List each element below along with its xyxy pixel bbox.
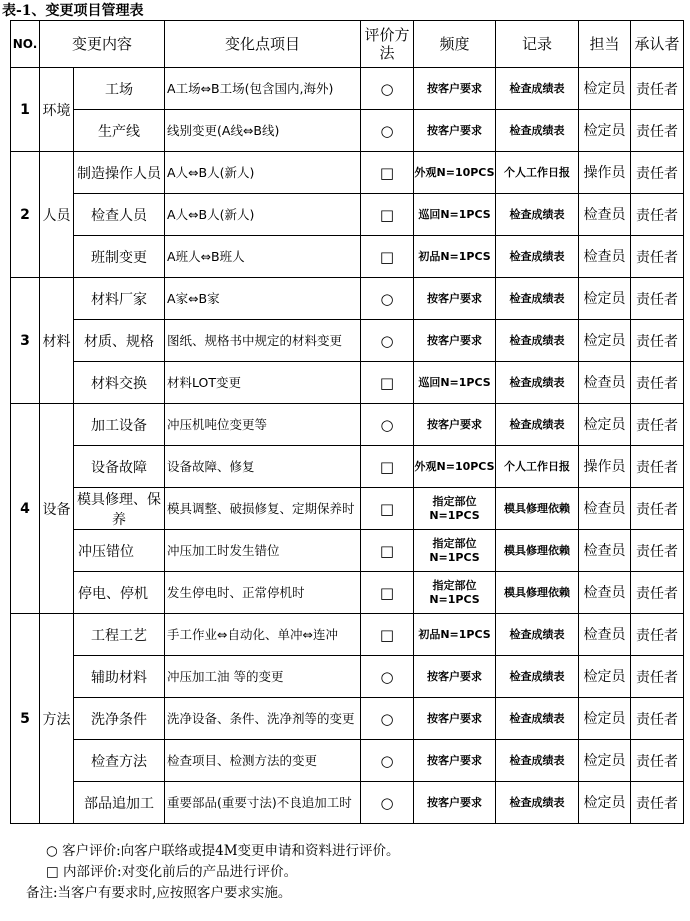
approver: 责任者: [631, 614, 684, 656]
frequency: 按客户要求: [414, 110, 496, 152]
approver: 责任者: [631, 278, 684, 320]
table-caption: 表-1、变更项目管理表: [2, 3, 144, 19]
change-point: 手工作业⇔自动化、单冲⇔连冲: [165, 614, 361, 656]
change-point: 重要部品(重要寸法)不良追加工时: [165, 782, 361, 824]
owner: 检定员: [579, 68, 631, 110]
frequency: 外观N=10PCS: [414, 446, 496, 488]
record: 检查成绩表: [496, 656, 579, 698]
eval-symbol: ○: [361, 68, 414, 110]
record: 个人工作日报: [496, 446, 579, 488]
eval-symbol: ○: [361, 698, 414, 740]
note-remark: 备注:当客户有要求时,应按照客户要求实施。: [26, 885, 292, 901]
record: 检查成绩表: [496, 782, 579, 824]
table-row: [11, 530, 684, 572]
table-row: [11, 362, 684, 404]
header-frequency: 频度: [414, 21, 496, 68]
eval-symbol: □: [361, 362, 414, 404]
eval-symbol: □: [361, 488, 414, 530]
table-row: [11, 488, 684, 530]
change-item: 设备故障: [74, 446, 165, 488]
note-internal-eval: □ 内部评价:对变化前后的产品进行评价。: [46, 864, 298, 880]
record: 检查成绩表: [496, 614, 579, 656]
table-row: [11, 320, 684, 362]
table-row: [11, 656, 684, 698]
approver: 责任者: [631, 572, 684, 614]
frequency: 巡回N=1PCS: [414, 194, 496, 236]
frequency: 按客户要求: [414, 740, 496, 782]
eval-symbol: ○: [361, 404, 414, 446]
owner: 检查员: [579, 614, 631, 656]
change-item: 材料交换: [74, 362, 165, 404]
approver: 责任者: [631, 404, 684, 446]
change-point: 洗净设备、条件、洗净剂等的变更: [165, 698, 361, 740]
approver: 责任者: [631, 152, 684, 194]
record: 检查成绩表: [496, 740, 579, 782]
change-item: 检查方法: [74, 740, 165, 782]
group-number: 3: [11, 278, 40, 404]
owner: 检查员: [579, 236, 631, 278]
approver: 责任者: [631, 698, 684, 740]
header-change-point: 变化点项目: [165, 21, 361, 68]
frequency: 按客户要求: [414, 320, 496, 362]
change-point: 发生停电时、正常停机时: [165, 572, 361, 614]
group-number: 2: [11, 152, 40, 278]
table-row: [11, 110, 684, 152]
frequency: 按客户要求: [414, 782, 496, 824]
record: 模具修理依赖: [496, 572, 579, 614]
table-row: [11, 236, 684, 278]
eval-symbol: □: [361, 194, 414, 236]
record: 检查成绩表: [496, 236, 579, 278]
eval-symbol: □: [361, 446, 414, 488]
change-point: 图纸、规格书中规定的材料变更: [165, 320, 361, 362]
approver: 责任者: [631, 362, 684, 404]
approver: 责任者: [631, 110, 684, 152]
change-point: A人⇔B人(新人): [165, 152, 361, 194]
change-point: 模具调整、破损修复、定期保养时: [165, 488, 361, 530]
frequency: 按客户要求: [414, 656, 496, 698]
record: 检查成绩表: [496, 698, 579, 740]
owner: 检定员: [579, 740, 631, 782]
change-item: 加工设备: [74, 404, 165, 446]
owner: 检查员: [579, 488, 631, 530]
table-row: [11, 68, 684, 110]
frequency: 初品N=1PCS: [414, 614, 496, 656]
owner: 检查员: [579, 194, 631, 236]
header-change-content: 变更内容: [40, 21, 165, 68]
frequency: 按客户要求: [414, 698, 496, 740]
record: 检查成绩表: [496, 278, 579, 320]
change-point: 设备故障、修复: [165, 446, 361, 488]
eval-symbol: □: [361, 572, 414, 614]
change-item: 生产线: [74, 110, 165, 152]
change-management-table: [10, 20, 684, 824]
approver: 责任者: [631, 488, 684, 530]
change-item: 材料厂家: [74, 278, 165, 320]
approver: 责任者: [631, 446, 684, 488]
owner: 检定员: [579, 278, 631, 320]
change-item: 洗净条件: [74, 698, 165, 740]
record: 检查成绩表: [496, 362, 579, 404]
change-item: 冲压错位: [74, 530, 165, 572]
eval-symbol: ○: [361, 278, 414, 320]
record: 检查成绩表: [496, 404, 579, 446]
frequency: 按客户要求: [414, 404, 496, 446]
table-row: [11, 446, 684, 488]
change-point: 线别变更(A线⇔B线): [165, 110, 361, 152]
change-item: 部品追加工: [74, 782, 165, 824]
approver: 责任者: [631, 656, 684, 698]
record: 模具修理依赖: [496, 488, 579, 530]
table-row: [11, 698, 684, 740]
change-item: 检查人员: [74, 194, 165, 236]
table-row: [11, 782, 684, 824]
owner: 检查员: [579, 362, 631, 404]
header-owner: 担当: [579, 21, 631, 68]
header-eval-method: 评价方法: [361, 21, 414, 68]
header-no: NO.: [11, 21, 40, 68]
eval-symbol: ○: [361, 656, 414, 698]
eval-symbol: ○: [361, 740, 414, 782]
owner: 检定员: [579, 320, 631, 362]
frequency: 外观N=10PCS: [414, 152, 496, 194]
owner: 检定员: [579, 110, 631, 152]
approver: 责任者: [631, 236, 684, 278]
table-row: [11, 278, 684, 320]
frequency: 指定部位N=1PCS: [414, 572, 496, 614]
change-point: 材料LOT变更: [165, 362, 361, 404]
table-row: [11, 614, 684, 656]
owner: 检定员: [579, 656, 631, 698]
owner: 操作员: [579, 152, 631, 194]
group-category: 设备: [40, 404, 74, 614]
group-number: 1: [11, 68, 40, 152]
owner: 检定员: [579, 698, 631, 740]
group-category: 环境: [40, 68, 74, 152]
eval-symbol: □: [361, 152, 414, 194]
record: 检查成绩表: [496, 110, 579, 152]
frequency: 指定部位N=1PCS: [414, 530, 496, 572]
frequency: 按客户要求: [414, 278, 496, 320]
change-point: 检查项目、检测方法的变更: [165, 740, 361, 782]
approver: 责任者: [631, 68, 684, 110]
eval-symbol: ○: [361, 320, 414, 362]
record: 检查成绩表: [496, 320, 579, 362]
frequency: 巡回N=1PCS: [414, 362, 496, 404]
approver: 责任者: [631, 194, 684, 236]
frequency: 指定部位N=1PCS: [414, 488, 496, 530]
change-item: 班制变更: [74, 236, 165, 278]
record: 检查成绩表: [496, 194, 579, 236]
change-item: 停电、停机: [74, 572, 165, 614]
change-item: 辅助材料: [74, 656, 165, 698]
table-row: [11, 152, 684, 194]
frequency: 按客户要求: [414, 68, 496, 110]
header-record: 记录: [496, 21, 579, 68]
eval-symbol: ○: [361, 782, 414, 824]
approver: 责任者: [631, 740, 684, 782]
change-point: 冲压加工油 等的变更: [165, 656, 361, 698]
owner: 操作员: [579, 446, 631, 488]
approver: 责任者: [631, 530, 684, 572]
group-category: 方法: [40, 614, 74, 824]
change-item: 工程工艺: [74, 614, 165, 656]
change-point: A人⇔B人(新人): [165, 194, 361, 236]
change-point: A家⇔B家: [165, 278, 361, 320]
owner: 检查员: [579, 572, 631, 614]
change-point: 冲压加工时发生错位: [165, 530, 361, 572]
group-number: 5: [11, 614, 40, 824]
record: 检查成绩表: [496, 68, 579, 110]
owner: 检查员: [579, 530, 631, 572]
eval-symbol: ○: [361, 110, 414, 152]
record: 模具修理依赖: [496, 530, 579, 572]
owner: 检定员: [579, 404, 631, 446]
group-category: 材料: [40, 278, 74, 404]
change-point: 冲压机吨位变更等: [165, 404, 361, 446]
note-customer-eval: ○ 客户评价:向客户联络或提4M变更申请和资料进行评价。: [46, 843, 400, 859]
change-point: A工场⇔B工场(包含国内,海外): [165, 68, 361, 110]
legend-notes: [26, 841, 400, 904]
eval-symbol: □: [361, 530, 414, 572]
group-number: 4: [11, 404, 40, 614]
change-item: 模具修理、保养: [74, 488, 165, 530]
table-row: [11, 404, 684, 446]
change-item: 工场: [74, 68, 165, 110]
table-row: [11, 572, 684, 614]
owner: 检定员: [579, 782, 631, 824]
table-row: [11, 740, 684, 782]
group-category: 人员: [40, 152, 74, 278]
eval-symbol: □: [361, 236, 414, 278]
header-approver: 承认者: [631, 21, 684, 68]
eval-symbol: □: [361, 614, 414, 656]
change-point: A班人⇔B班人: [165, 236, 361, 278]
change-item: 制造操作人员: [74, 152, 165, 194]
table-header-row: [11, 21, 684, 68]
table-row: [11, 194, 684, 236]
change-item: 材质、规格: [74, 320, 165, 362]
record: 个人工作日报: [496, 152, 579, 194]
approver: 责任者: [631, 320, 684, 362]
frequency: 初品N=1PCS: [414, 236, 496, 278]
approver: 责任者: [631, 782, 684, 824]
